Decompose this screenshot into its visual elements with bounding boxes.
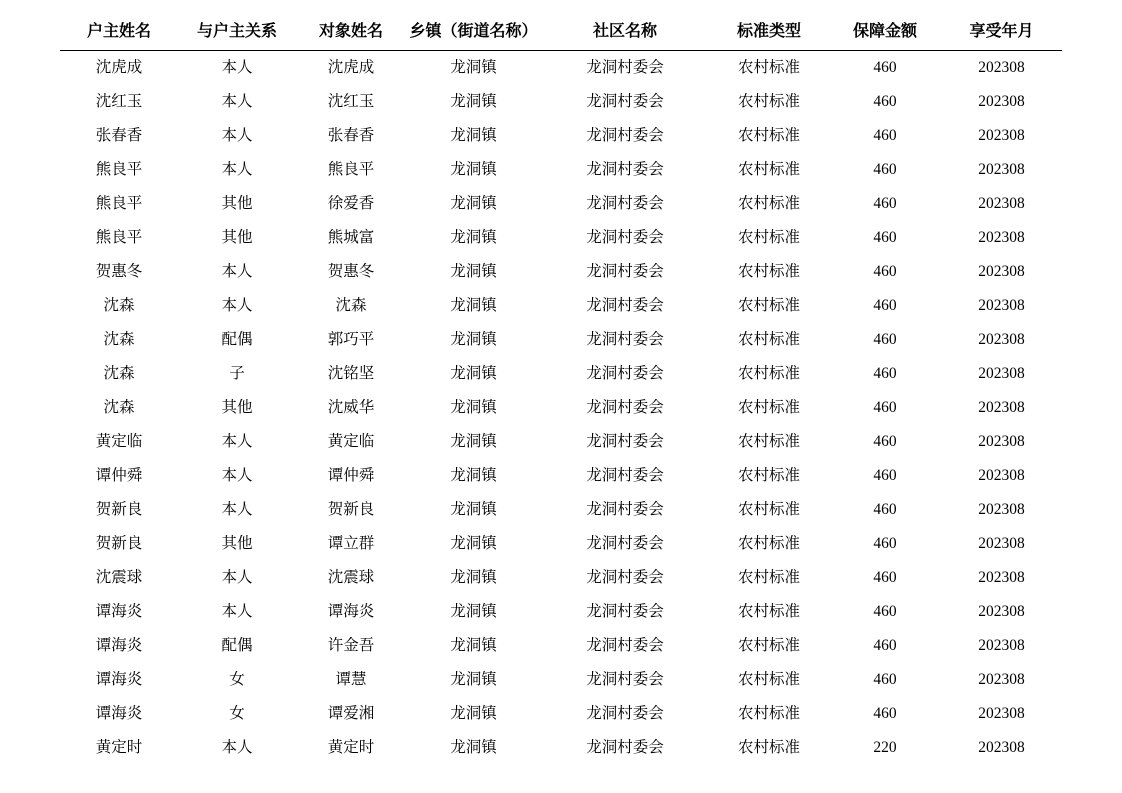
cell-person-name: 沈红玉 (327, 93, 375, 111)
cell-township: 龙洞镇 (450, 59, 497, 77)
cell-standard-type: 农村标准 (737, 399, 800, 417)
cell-standard-type: 农村标准 (737, 93, 800, 111)
cell-township: 龙洞镇 (450, 467, 497, 485)
cell-householder-name: 张春香 (95, 127, 143, 145)
cell-standard-type: 农村标准 (737, 59, 800, 77)
cell-standard-type: 农村标准 (737, 365, 800, 383)
cell-period: 202308 (978, 127, 1025, 145)
cell-relationship: 本人 (221, 501, 253, 519)
cell-relationship: 配偶 (221, 637, 253, 655)
cell-householder-name: 沈红玉 (95, 93, 143, 111)
cell-period: 202308 (978, 569, 1025, 587)
cell-standard-type: 农村标准 (737, 535, 800, 553)
column-header-standard-type: 标准类型 (709, 14, 829, 51)
cell-township: 龙洞镇 (450, 603, 497, 621)
cell-relationship: 本人 (221, 297, 253, 315)
cell-township: 龙洞镇 (450, 637, 497, 655)
cell-relationship: 其他 (221, 195, 253, 213)
cell-householder-name: 沈虎成 (95, 59, 143, 77)
table-row (60, 51, 1062, 86)
table-body (60, 51, 1062, 766)
table-row (60, 527, 1062, 561)
cell-community: 龙洞村委会 (586, 93, 664, 111)
table-row (60, 255, 1062, 289)
cell-community: 龙洞村委会 (586, 433, 664, 451)
table-row (60, 731, 1062, 765)
cell-standard-type: 农村标准 (737, 297, 800, 315)
cell-period: 202308 (978, 433, 1025, 451)
cell-community: 龙洞村委会 (586, 229, 664, 247)
cell-amount: 460 (873, 229, 897, 247)
cell-householder-name: 黄定临 (95, 433, 143, 451)
cell-period: 202308 (978, 603, 1025, 621)
table-row (60, 119, 1062, 153)
cell-community: 龙洞村委会 (586, 399, 664, 417)
cell-amount: 460 (873, 297, 897, 315)
cell-period: 202308 (978, 195, 1025, 213)
cell-householder-name: 熊良平 (95, 161, 143, 179)
cell-period: 202308 (978, 365, 1025, 383)
cell-standard-type: 农村标准 (737, 161, 800, 179)
cell-person-name: 黄定时 (327, 739, 375, 757)
cell-person-name: 沈威华 (327, 399, 375, 417)
table-row (60, 187, 1062, 221)
cell-amount: 460 (873, 399, 897, 417)
cell-period: 202308 (978, 331, 1025, 349)
table-row (60, 425, 1062, 459)
cell-person-name: 熊城富 (327, 229, 375, 247)
table-row (60, 289, 1062, 323)
cell-person-name: 谭慧 (335, 671, 367, 689)
table-row (60, 561, 1062, 595)
cell-period: 202308 (978, 739, 1025, 757)
column-header-relationship: 与户主关系 (178, 14, 296, 51)
cell-person-name: 贺新良 (327, 501, 375, 519)
cell-community: 龙洞村委会 (586, 127, 664, 145)
cell-township: 龙洞镇 (450, 433, 497, 451)
cell-period: 202308 (978, 263, 1025, 281)
cell-standard-type: 农村标准 (737, 467, 800, 485)
cell-standard-type: 农村标准 (737, 705, 800, 723)
cell-person-name: 谭爱湘 (327, 705, 375, 723)
cell-householder-name: 沈森 (103, 399, 135, 417)
cell-householder-name: 谭海炎 (95, 637, 143, 655)
cell-amount: 460 (873, 501, 897, 519)
cell-amount: 460 (873, 365, 897, 383)
cell-relationship: 本人 (221, 739, 253, 757)
cell-township: 龙洞镇 (450, 263, 497, 281)
cell-township: 龙洞镇 (450, 501, 497, 519)
cell-householder-name: 沈森 (103, 297, 135, 315)
cell-amount: 460 (873, 603, 897, 621)
cell-person-name: 沈虎成 (327, 59, 375, 77)
cell-relationship: 本人 (221, 161, 253, 179)
table-header-row (60, 14, 1062, 51)
cell-township: 龙洞镇 (450, 297, 497, 315)
cell-community: 龙洞村委会 (586, 297, 664, 315)
table-row (60, 391, 1062, 425)
cell-relationship: 本人 (221, 127, 253, 145)
cell-person-name: 沈森 (335, 297, 367, 315)
cell-standard-type: 农村标准 (737, 739, 800, 757)
cell-person-name: 黄定临 (327, 433, 375, 451)
cell-relationship: 本人 (221, 603, 253, 621)
cell-period: 202308 (978, 399, 1025, 417)
cell-community: 龙洞村委会 (586, 705, 664, 723)
column-header-person-name: 对象姓名 (296, 14, 406, 51)
cell-township: 龙洞镇 (450, 229, 497, 247)
table-row (60, 357, 1062, 391)
table-row (60, 629, 1062, 663)
cell-standard-type: 农村标准 (737, 603, 800, 621)
table-row (60, 697, 1062, 731)
cell-person-name: 贺惠冬 (327, 263, 375, 281)
cell-community: 龙洞村委会 (586, 365, 664, 383)
cell-standard-type: 农村标准 (737, 229, 800, 247)
table-row (60, 663, 1062, 697)
cell-community: 龙洞村委会 (586, 195, 664, 213)
cell-township: 龙洞镇 (450, 705, 497, 723)
cell-period: 202308 (978, 535, 1025, 553)
cell-period: 202308 (978, 161, 1025, 179)
cell-relationship: 其他 (221, 399, 253, 417)
cell-standard-type: 农村标准 (737, 127, 800, 145)
column-header-community: 社区名称 (541, 14, 709, 51)
table-row (60, 85, 1062, 119)
cell-person-name: 徐爱香 (327, 195, 375, 213)
cell-community: 龙洞村委会 (586, 637, 664, 655)
cell-community: 龙洞村委会 (586, 603, 664, 621)
cell-amount: 460 (873, 59, 897, 77)
table-row (60, 493, 1062, 527)
cell-community: 龙洞村委会 (586, 59, 664, 77)
cell-period: 202308 (978, 229, 1025, 247)
cell-township: 龙洞镇 (450, 671, 497, 689)
cell-person-name: 沈震球 (327, 569, 375, 587)
cell-householder-name: 熊良平 (95, 195, 143, 213)
cell-community: 龙洞村委会 (586, 263, 664, 281)
cell-amount: 220 (873, 739, 897, 757)
cell-relationship: 其他 (221, 229, 253, 247)
cell-community: 龙洞村委会 (586, 161, 664, 179)
table-row (60, 221, 1062, 255)
cell-township: 龙洞镇 (450, 365, 497, 383)
cell-township: 龙洞镇 (450, 93, 497, 111)
cell-person-name: 谭仲舜 (327, 467, 375, 485)
cell-relationship: 子 (229, 365, 245, 383)
cell-township: 龙洞镇 (450, 535, 497, 553)
cell-township: 龙洞镇 (450, 739, 497, 757)
cell-person-name: 许金吾 (327, 637, 375, 655)
cell-standard-type: 农村标准 (737, 637, 800, 655)
benefit-table (60, 14, 1062, 765)
cell-standard-type: 农村标准 (737, 433, 800, 451)
cell-householder-name: 沈森 (103, 365, 135, 383)
cell-relationship: 本人 (221, 93, 253, 111)
cell-amount: 460 (873, 127, 897, 145)
table-row (60, 459, 1062, 493)
cell-standard-type: 农村标准 (737, 195, 800, 213)
cell-amount: 460 (873, 637, 897, 655)
column-header-period: 享受年月 (941, 14, 1062, 51)
cell-householder-name: 熊良平 (95, 229, 143, 247)
cell-period: 202308 (978, 297, 1025, 315)
column-header-amount: 保障金额 (829, 14, 941, 51)
cell-householder-name: 谭仲舜 (95, 467, 143, 485)
cell-amount: 460 (873, 195, 897, 213)
cell-amount: 460 (873, 161, 897, 179)
cell-community: 龙洞村委会 (586, 739, 664, 757)
cell-community: 龙洞村委会 (586, 569, 664, 587)
cell-relationship: 本人 (221, 263, 253, 281)
cell-amount: 460 (873, 671, 897, 689)
cell-amount: 460 (873, 433, 897, 451)
cell-person-name: 谭立群 (327, 535, 375, 553)
cell-householder-name: 谭海炎 (95, 603, 143, 621)
table-row (60, 323, 1062, 357)
cell-relationship: 本人 (221, 433, 253, 451)
table-header (60, 14, 1062, 51)
cell-community: 龙洞村委会 (586, 535, 664, 553)
cell-amount: 460 (873, 569, 897, 587)
cell-amount: 460 (873, 535, 897, 553)
cell-period: 202308 (978, 467, 1025, 485)
cell-householder-name: 贺新良 (95, 535, 143, 553)
cell-relationship: 本人 (221, 467, 253, 485)
cell-township: 龙洞镇 (450, 399, 497, 417)
cell-householder-name: 贺惠冬 (95, 263, 143, 281)
cell-amount: 460 (873, 331, 897, 349)
cell-community: 龙洞村委会 (586, 671, 664, 689)
cell-standard-type: 农村标准 (737, 569, 800, 587)
cell-period: 202308 (978, 671, 1025, 689)
cell-period: 202308 (978, 501, 1025, 519)
cell-householder-name: 黄定时 (95, 739, 143, 757)
column-header-township: 乡镇（街道名称） (406, 14, 541, 51)
cell-community: 龙洞村委会 (586, 501, 664, 519)
cell-amount: 460 (873, 705, 897, 723)
cell-township: 龙洞镇 (450, 127, 497, 145)
cell-relationship: 本人 (221, 59, 253, 77)
cell-period: 202308 (978, 705, 1025, 723)
cell-relationship: 女 (229, 705, 245, 723)
cell-community: 龙洞村委会 (586, 331, 664, 349)
cell-township: 龙洞镇 (450, 161, 497, 179)
cell-community: 龙洞村委会 (586, 467, 664, 485)
cell-relationship: 女 (229, 671, 245, 689)
cell-township: 龙洞镇 (450, 195, 497, 213)
cell-relationship: 配偶 (221, 331, 253, 349)
cell-householder-name: 谭海炎 (95, 671, 143, 689)
cell-person-name: 谭海炎 (327, 603, 375, 621)
cell-standard-type: 农村标准 (737, 671, 800, 689)
cell-township: 龙洞镇 (450, 569, 497, 587)
cell-person-name: 郭巧平 (327, 331, 375, 349)
cell-amount: 460 (873, 93, 897, 111)
cell-householder-name: 谭海炎 (95, 705, 143, 723)
cell-householder-name: 沈森 (103, 331, 135, 349)
cell-period: 202308 (978, 59, 1025, 77)
cell-period: 202308 (978, 637, 1025, 655)
column-header-householder-name: 户主姓名 (60, 14, 178, 51)
cell-standard-type: 农村标准 (737, 263, 800, 281)
cell-householder-name: 沈震球 (95, 569, 143, 587)
cell-person-name: 熊良平 (327, 161, 375, 179)
cell-standard-type: 农村标准 (737, 331, 800, 349)
cell-relationship: 本人 (221, 569, 253, 587)
cell-relationship: 其他 (221, 535, 253, 553)
table-row (60, 153, 1062, 187)
cell-person-name: 张春香 (327, 127, 375, 145)
table-row (60, 595, 1062, 629)
cell-township: 龙洞镇 (450, 331, 497, 349)
cell-amount: 460 (873, 467, 897, 485)
cell-householder-name: 贺新良 (95, 501, 143, 519)
cell-person-name: 沈铭坚 (327, 365, 375, 383)
cell-standard-type: 农村标准 (737, 501, 800, 519)
cell-amount: 460 (873, 263, 897, 281)
cell-period: 202308 (978, 93, 1025, 111)
